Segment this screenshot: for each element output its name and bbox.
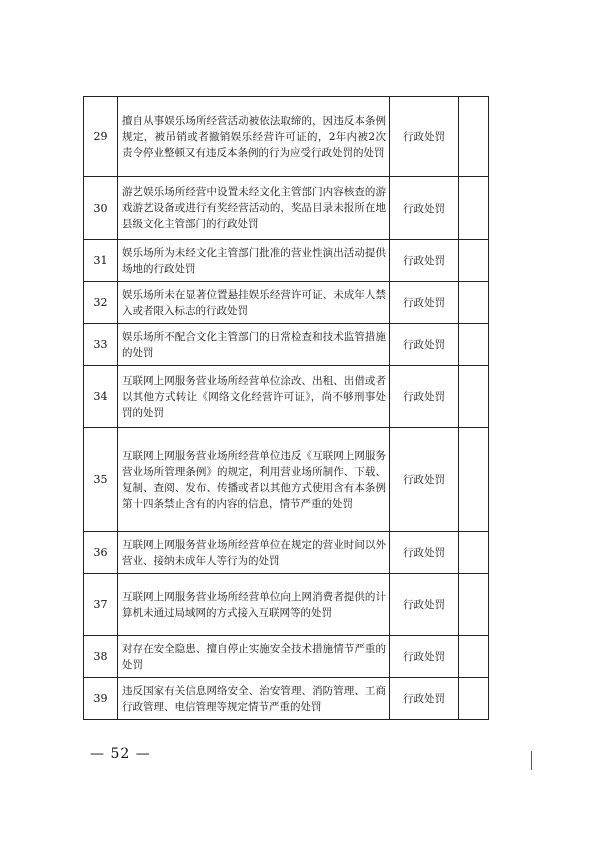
row-number: 36 (84, 532, 118, 574)
row-type: 行政处罚 (390, 324, 459, 366)
table-row (84, 636, 489, 678)
row-number: 32 (84, 282, 118, 324)
row-description: 对存在安全隐患、擅自停止实施安全技术措施情节严重的处罚 (118, 636, 390, 678)
empty-cell (459, 532, 489, 574)
margin-rule (531, 751, 532, 770)
row-description: 娱乐场所未在显著位置悬挂娱乐经营许可证、未成年人禁入或者限入标志的行政处罚 (118, 282, 390, 324)
row-description: 游艺娱乐场所经营中设置未经文化主管部门内容核查的游戏游艺设备或进行有奖经营活动的，奖品目录未报所在地县级文化主管部门的行政处罚 (118, 177, 390, 240)
row-type: 行政处罚 (390, 366, 459, 428)
empty-cell (459, 97, 489, 177)
penalty-table (83, 96, 489, 720)
row-type: 行政处罚 (390, 532, 459, 574)
row-type: 行政处罚 (390, 574, 459, 636)
table-row (84, 282, 489, 324)
empty-cell (459, 324, 489, 366)
empty-cell (459, 428, 489, 532)
table-row (84, 324, 489, 366)
table-row (84, 678, 489, 720)
empty-cell (459, 240, 489, 282)
row-number: 35 (84, 428, 118, 532)
table-row (84, 177, 489, 240)
row-type: 行政处罚 (390, 240, 459, 282)
row-description: 娱乐场所不配合文化主管部门的日常检查和技术监管措施的处罚 (118, 324, 390, 366)
row-description: 互联网上网服务营业场所经营单位涂改、出租、出借或者以其他方式转让《网络文化经营许可证》，尚不够刑事处罚的处罚 (118, 366, 390, 428)
row-number: 33 (84, 324, 118, 366)
table-row (84, 240, 489, 282)
empty-cell (459, 177, 489, 240)
empty-cell (459, 678, 489, 720)
empty-cell (459, 366, 489, 428)
row-type: 行政处罚 (390, 428, 459, 532)
row-type: 行政处罚 (390, 678, 459, 720)
empty-cell (459, 636, 489, 678)
page-number: — 52 — (90, 746, 151, 762)
row-number: 37 (84, 574, 118, 636)
row-type: 行政处罚 (390, 282, 459, 324)
table-row (84, 366, 489, 428)
row-number: 34 (84, 366, 118, 428)
row-number: 30 (84, 177, 118, 240)
table-row (84, 532, 489, 574)
row-number: 31 (84, 240, 118, 282)
table-row (84, 97, 489, 177)
row-description: 擅自从事娱乐场所经营活动被依法取缔的，因违反本条例规定，被吊销或者撤销娱乐经营许可证的，2年内被2次责令停业整顿又有违反本条例的行为应受行政处罚的处罚 (118, 97, 390, 177)
row-number: 39 (84, 678, 118, 720)
row-description: 违反国家有关信息网络安全、治安管理、消防管理、工商行政管理、电信管理等规定情节严重的处罚 (118, 678, 390, 720)
row-number: 38 (84, 636, 118, 678)
empty-cell (459, 282, 489, 324)
row-type: 行政处罚 (390, 636, 459, 678)
empty-cell (459, 574, 489, 636)
row-description: 互联网上网服务营业场所经营单位向上网消费者提供的计算机未通过局域网的方式接入互联网等的处罚 (118, 574, 390, 636)
table-row (84, 428, 489, 532)
row-number: 29 (84, 97, 118, 177)
row-description: 互联网上网服务营业场所经营单位在规定的营业时间以外营业、接纳未成年人等行为的处罚 (118, 532, 390, 574)
row-description: 娱乐场所为未经文化主管部门批准的营业性演出活动提供场地的行政处罚 (118, 240, 390, 282)
table-row (84, 574, 489, 636)
row-description: 互联网上网服务营业场所经营单位违反《互联网上网服务营业场所管理条例》的规定，利用营业场所制作、下载、复制、查阅、发布、传播或者以其他方式使用含有本条例第十四条禁止含有的内容的信息，情节严重的处罚 (118, 428, 390, 532)
row-type: 行政处罚 (390, 97, 459, 177)
row-type: 行政处罚 (390, 177, 459, 240)
